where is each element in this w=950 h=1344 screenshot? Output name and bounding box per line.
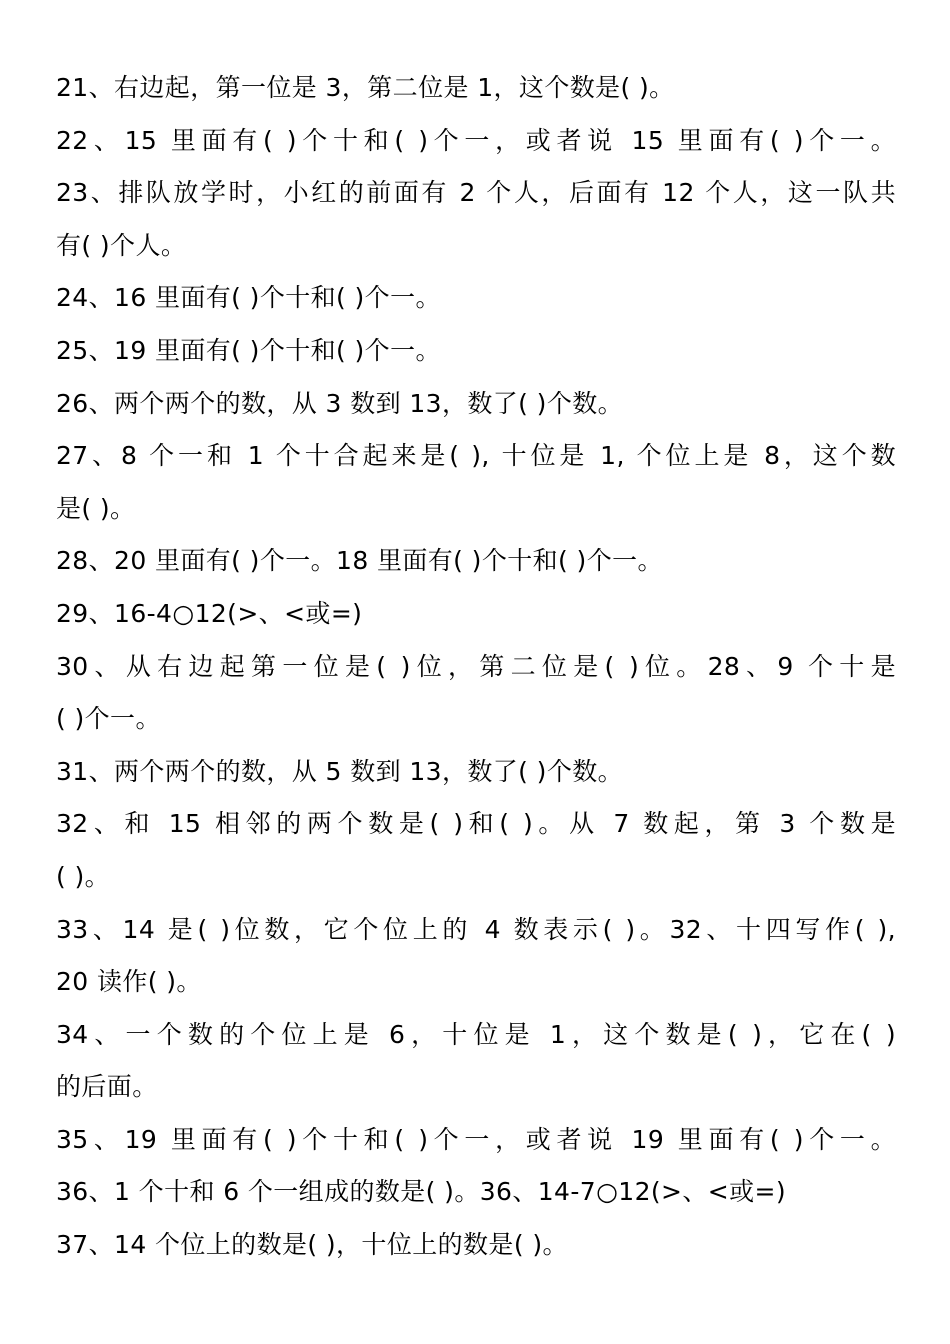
question-line-28: 28、20 里面有( )个一。18 里面有( )个十和( )个一。 bbox=[56, 546, 663, 576]
question-line-22: 22、15 里面有( )个十和( )个一，或者说 15 里面有( )个一。 bbox=[56, 125, 896, 155]
question-line-23: 23、排队放学时，小红的前面有 2 个人，后面有 12 个人，这一队共 bbox=[56, 178, 896, 208]
question-line-32: 32、和 15 相邻的两个数是( )和( )。从 7 数起，第 3 个数是 bbox=[56, 809, 896, 839]
question-line-30: 30、从右边起第一位是( )位，第二位是( )位。28、9 个十是 bbox=[56, 651, 896, 681]
question-line-32-cont: ( )。 bbox=[56, 861, 111, 891]
question-line-30-cont: ( )个一。 bbox=[56, 704, 161, 734]
question-line-24: 24、16 里面有( )个十和( )个一。 bbox=[56, 283, 441, 313]
question-line-27-cont: 是( )。 bbox=[56, 493, 136, 523]
question-line-26: 26、两个两个的数，从 3 数到 13，数了( )个数。 bbox=[56, 388, 624, 418]
question-line-33-cont: 20 读作( )。 bbox=[56, 967, 202, 997]
question-line-37: 37、14 个位上的数是( )，十位上的数是( )。 bbox=[56, 1230, 568, 1260]
question-line-29: 29、16-4○12(>、<或=) bbox=[56, 598, 363, 628]
question-line-34-cont: 的后面。 bbox=[56, 1072, 158, 1102]
worksheet-page bbox=[56, 62, 896, 1272]
question-line-23-cont: 有( )个人。 bbox=[56, 230, 187, 260]
question-line-25: 25、19 里面有( )个十和( )个一。 bbox=[56, 335, 441, 365]
question-line-27: 27、8 个一和 1 个十合起来是( ), 十位是 1, 个位上是 8，这个数 bbox=[56, 441, 896, 471]
question-line-33: 33、14 是( )位数，它个位上的 4 数表示( )。32、十四写作( ), bbox=[56, 914, 896, 944]
question-line-31: 31、两个两个的数，从 5 数到 13，数了( )个数。 bbox=[56, 756, 624, 786]
question-line-36: 36、1 个十和 6 个一组成的数是( )。36、14-7○12(>、<或=) bbox=[56, 1177, 787, 1207]
question-line-35: 35、19 里面有( )个十和( )个一，或者说 19 里面有( )个一。 bbox=[56, 1124, 896, 1154]
question-line-21: 21、右边起，第一位是 3，第二位是 1，这个数是( )。 bbox=[56, 73, 675, 102]
question-line-34: 34、一个数的个位上是 6，十位是 1，这个数是( )，它在( ) bbox=[56, 1019, 896, 1049]
